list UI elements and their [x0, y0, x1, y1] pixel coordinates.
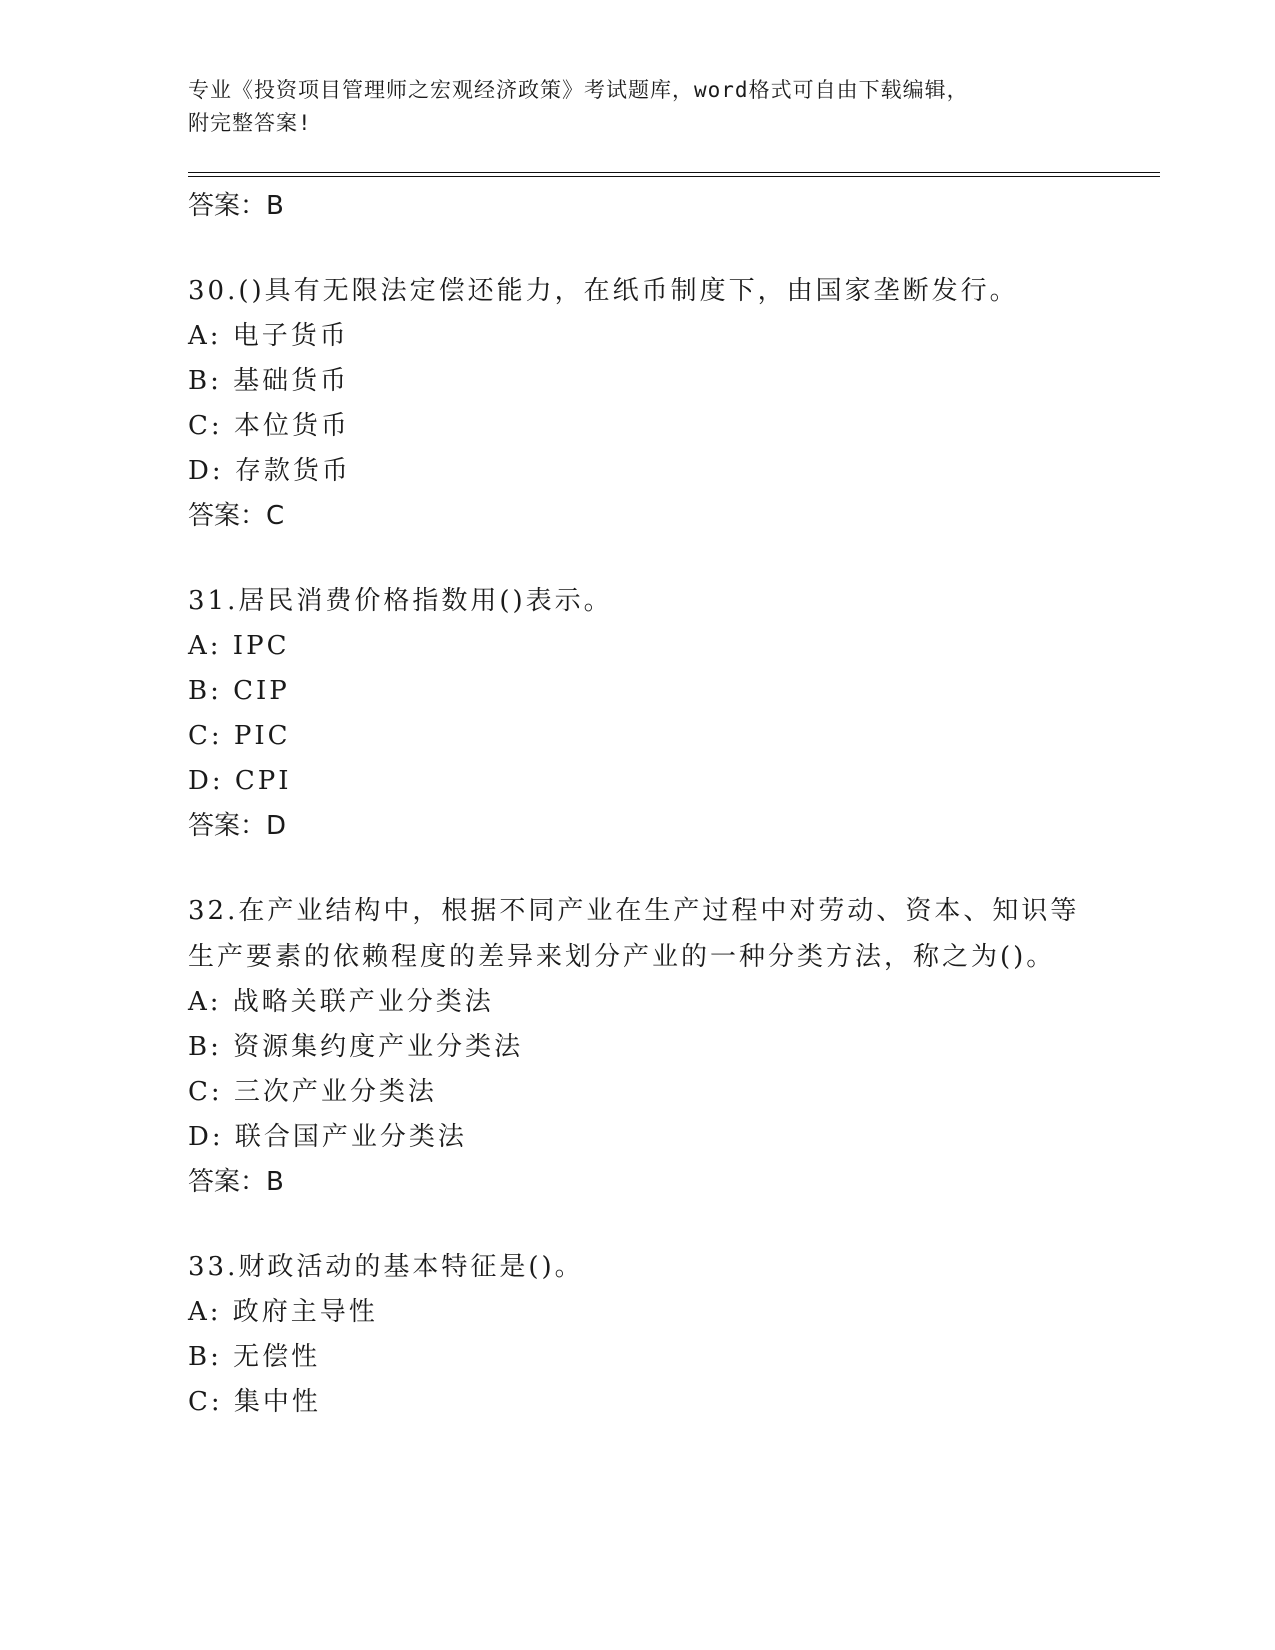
- question-33: [188, 1244, 1088, 1425]
- question-stem: 32.在产业结构中，根据不同产业在生产过程中对劳动、资本、知识等生产要素的依赖程度的差异来划分产业的一种分类方法，称之为()。: [188, 896, 1080, 972]
- answer-line: 答案：D: [188, 811, 287, 841]
- header-divider-bottom: [188, 176, 1160, 177]
- option-b: B: 无偿性: [188, 1342, 321, 1372]
- option-c: C: 三次产业分类法: [188, 1077, 437, 1107]
- document-header: [188, 74, 1088, 140]
- option-a: A: 电子货币: [188, 321, 349, 351]
- question-32: [188, 888, 1088, 1202]
- header-line-2: 附完整答案!: [188, 111, 312, 135]
- option-c: C: PIC: [188, 721, 291, 751]
- option-d: D: CPI: [188, 766, 292, 796]
- question-stem: 31.居民消费价格指数用()表示。: [188, 586, 613, 616]
- option-d: D: 联合国产业分类法: [188, 1122, 467, 1152]
- question-30: [188, 268, 1088, 536]
- option-c: C: 集中性: [188, 1387, 321, 1417]
- option-d: D: 存款货币: [188, 456, 351, 486]
- answer-line: 答案：B: [188, 191, 284, 221]
- option-b: B: 资源集约度产业分类法: [188, 1032, 524, 1062]
- question-stem: 33.财政活动的基本特征是()。: [188, 1252, 584, 1282]
- option-a: A: 战略关联产业分类法: [188, 987, 494, 1017]
- answer-line: 答案：B: [188, 1167, 284, 1197]
- option-b: B: 基础货币: [188, 366, 350, 396]
- question-stem: 30.()具有无限法定偿还能力，在纸币制度下，由国家垄断发行。: [188, 276, 1019, 306]
- option-a: A: 政府主导性: [188, 1297, 378, 1327]
- header-divider-top: [188, 172, 1160, 173]
- answer-line: 答案：C: [188, 501, 285, 531]
- question-31: [188, 578, 1088, 846]
- option-b: B: CIP: [188, 676, 290, 706]
- header-line-1: 专业《投资项目管理师之宏观经济政策》考试题库，word格式可自由下载编辑，: [188, 78, 969, 102]
- question-list: [188, 186, 1088, 1425]
- option-a: A: IPC: [188, 631, 290, 661]
- option-c: C: 本位货币: [188, 411, 350, 441]
